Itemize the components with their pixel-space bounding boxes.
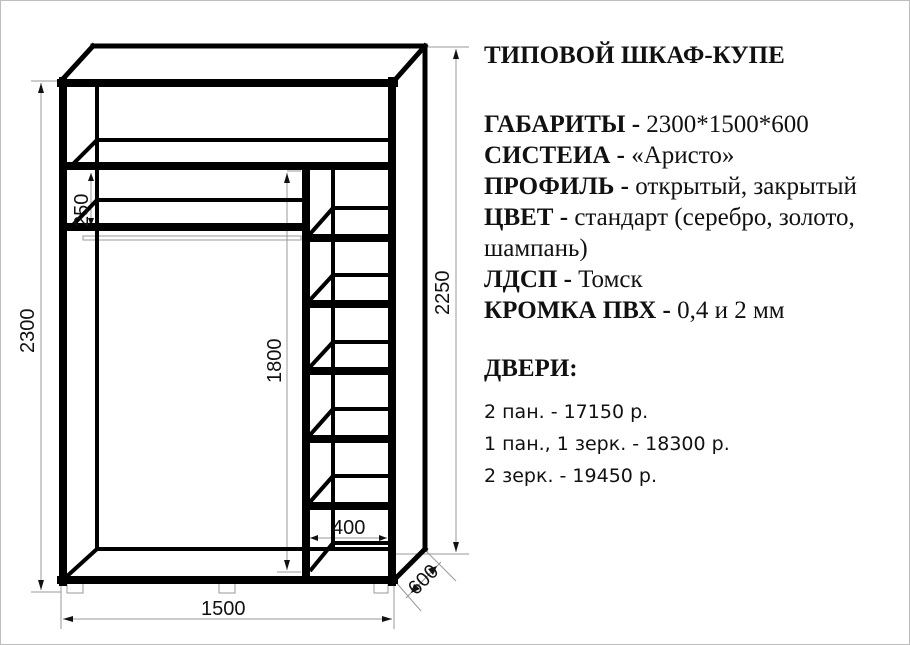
spec-key: КРОМКА ПВХ: [484, 297, 657, 324]
spec-key: СИСТЕИА: [484, 142, 611, 169]
dim-hanging-height: 1800: [264, 338, 286, 383]
spec-profile: [484, 171, 909, 202]
spec-value: 2300*1500*600: [646, 111, 809, 138]
door-price-list: [484, 396, 909, 492]
dim-inner-height: 2250: [432, 270, 454, 315]
spec-value: стандарт (серебро, золото, шампань): [484, 204, 855, 262]
spec-key: ГАБАРИТЫ: [484, 111, 626, 138]
dim-total-height: 2300: [17, 308, 39, 353]
door-price-item: 2 зерк. - 19450 р.: [484, 465, 658, 487]
spec-edge: [484, 295, 909, 326]
page-title: ТИПОВОЙ ШКАФ-КУПЕ: [484, 42, 785, 69]
dim-width: 1500: [201, 598, 246, 620]
spec-panel: [484, 41, 909, 492]
spec-separator: -: [625, 111, 647, 138]
spec-value: 0,4 и 2 мм: [677, 297, 785, 324]
spec-value: открытый, закрытый: [635, 173, 857, 200]
dim-shelf-width: 400: [332, 517, 366, 539]
spec-key: ЦВЕТ: [484, 204, 554, 231]
spec-system: [484, 140, 909, 171]
door-price-item: 2 пан. - 17150 р.: [484, 401, 649, 423]
wardrobe-carcass: [61, 46, 425, 582]
spec-value: «Аристо»: [631, 142, 735, 169]
spec-value: Томск: [578, 266, 643, 293]
spec-key: ЛДСП: [484, 266, 558, 293]
dim-shelf-gap: 250: [71, 193, 93, 227]
spec-dimensions: [484, 109, 909, 140]
dim-depth: 600: [403, 560, 444, 600]
door-price-item: 1 пан., 1 зерк. - 18300 р.: [484, 433, 730, 455]
spec-separator: -: [656, 297, 678, 324]
spec-separator: -: [553, 204, 575, 231]
spec-separator: -: [610, 142, 632, 169]
spec-color: [484, 202, 909, 264]
spec-material: [484, 264, 909, 295]
spec-separator: -: [557, 266, 579, 293]
spec-separator: -: [614, 173, 636, 200]
doors-heading: ДВЕРИ:: [484, 355, 578, 382]
spec-key: ПРОФИЛЬ: [484, 173, 615, 200]
